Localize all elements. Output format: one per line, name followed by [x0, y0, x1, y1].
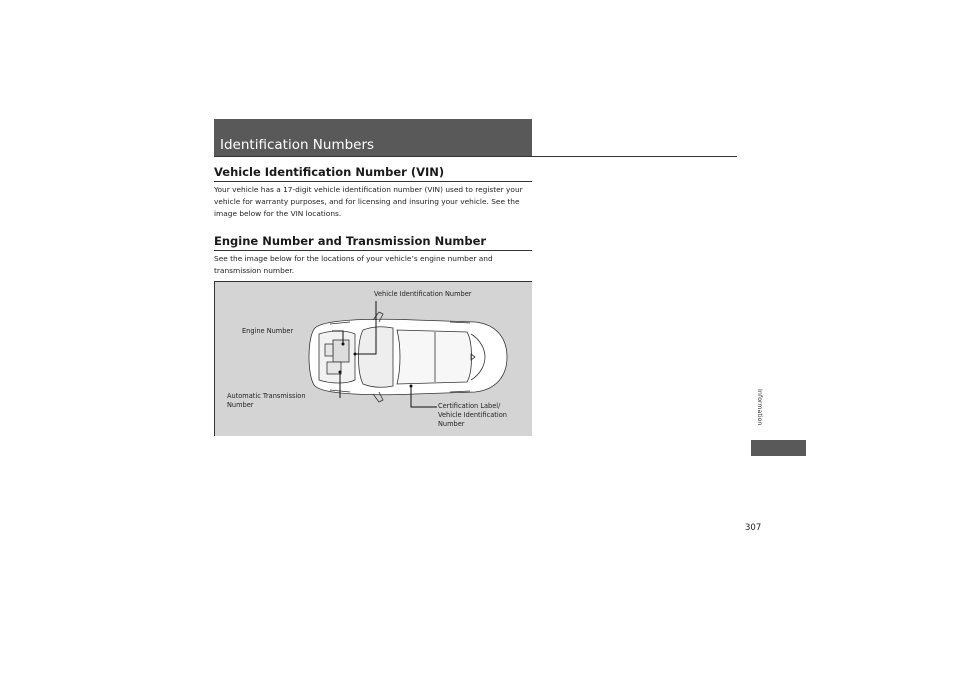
transmission-label-line: Automatic Transmission: [227, 392, 306, 400]
side-tab-marker: [751, 440, 806, 456]
vin-location-figure: [214, 281, 532, 436]
page-number: 307: [745, 523, 762, 533]
vin-section-body: [214, 184, 532, 220]
engine-section-divider: [214, 250, 532, 251]
vin-section-divider: [214, 181, 532, 182]
side-tab-label: Information: [756, 389, 763, 426]
transmission-label-line: Number: [227, 401, 254, 409]
vin-body-line: Your vehicle has a 17-digit vehicle identification number (VIN) used to register your: [214, 185, 523, 194]
header-divider: [214, 156, 737, 157]
cert-label-line: Certification Label/: [438, 402, 501, 410]
page-title: Identification Numbers: [220, 137, 375, 153]
transmission-callout-label: [227, 392, 306, 410]
engine-body-line: transmission number.: [214, 266, 295, 275]
cert-label-line: Number: [438, 420, 465, 428]
vin-callout-label: Vehicle Identification Number: [374, 290, 472, 298]
engine-section-heading: Engine Number and Transmission Number: [214, 234, 487, 248]
vin-section-heading: Vehicle Identification Number (VIN): [214, 165, 445, 179]
vin-body-line: image below for the VIN locations.: [214, 209, 342, 218]
certification-label-callout: [438, 402, 507, 429]
engine-number-callout-label: Engine Number: [242, 327, 294, 335]
cert-label-line: Vehicle Identification: [438, 411, 507, 419]
vin-body-line: vehicle for warranty purposes, and for licensing and insuring your vehicle. See the: [214, 197, 520, 206]
engine-section-body: [214, 253, 532, 277]
engine-body-line: See the image below for the locations of your vehicle’s engine number and: [214, 254, 493, 263]
